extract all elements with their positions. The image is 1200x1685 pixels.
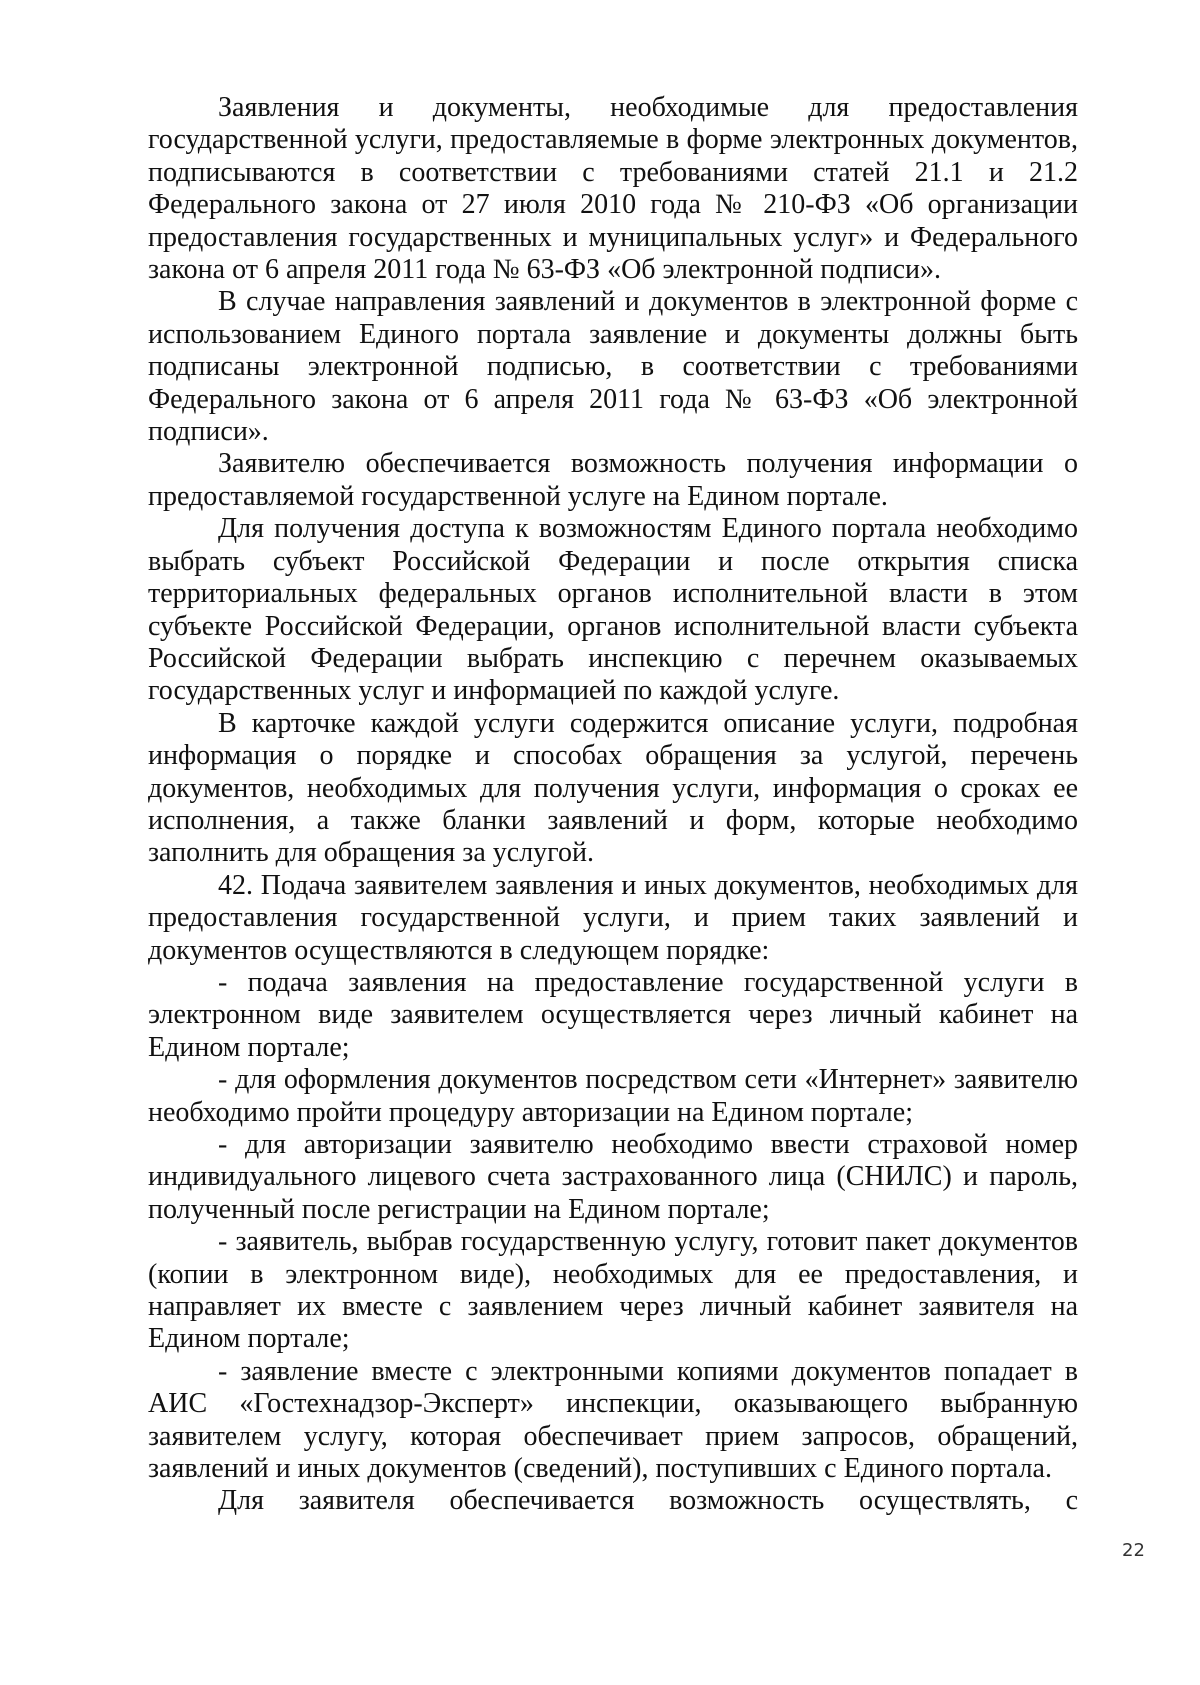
list-item-document-package: - заявитель, выбрав государственную услугу, готовит пакет документов (копии в электронном виде), необходимых для ее предоставления, и направляет их вместе с заявлением через личный кабинет заявителя на Едином портале; [148, 1226, 1078, 1355]
document-body [148, 92, 1078, 1518]
page-number: 22 [1122, 1540, 1145, 1561]
paragraph-portal-access: Для получения доступа к возможностям Единого портала необходимо выбрать субъект Российской Федерации и после открытия списка территориальных федеральных органов исполнительной власти в этом субъекте Российской Федерации, органов исполнительной власти субъекта Российской Федерации выбрать инспекцию с перечнем оказываемых государственных услуг и информацией по каждой услуге. [148, 513, 1078, 707]
paragraph-item-42: 42. Подача заявителем заявления и иных документов, необходимых для предоставления государственной услуги, и прием таких заявлений и документов осуществляются в следующем порядке: [148, 869, 1078, 966]
paragraph-service-card: В карточке каждой услуги содержится описание услуги, подробная информация о порядке и способах обращения за услугой, перечень документов, необходимых для получения услуги, информация о сроках ее исполнения, а также бланки заявлений и форм, которые необходимо заполнить для обращения за услугой. [148, 707, 1078, 869]
list-item-authorization-procedure: - для оформления документов посредством сети «Интернет» заявителю необходимо пройти процедуру авторизации на Едином портале; [148, 1064, 1078, 1128]
paragraph-information-access: Заявителю обеспечивается возможность получения информации о предоставляемой государственной услуге на Едином портале. [148, 448, 1078, 512]
list-item-ais-processing: - заявление вместе с электронными копиями документов попадает в АИС «Гостехнадзор-Эксперт» инспекции, оказывающего выбранную заявителем услугу, которая обеспечивает прием запросов, обращений, заявлений и иных документов (сведений), поступивших с Единого портала. [148, 1355, 1078, 1485]
paragraph-electronic-submission: В случае направления заявлений и документов в электронной форме с использованием Единого портала заявление и документы должны быть подписаны электронной подписью, в соответствии с требованиями Федерального закона от 6 апреля 2011 года № 63-ФЗ «Об электронной подписи». [148, 286, 1078, 448]
paragraph-signature-requirements: Заявления и документы, необходимые для предоставления государственной услуги, предоставляемые в форме электронных документов, подписываются в соответствии с требованиями статей 21.1 и 21.2 Федерального закона от 27 июля 2010 года № 210-ФЗ «Об организации предоставления государственных и муниципальных услуг» и Федерального закона от 6 апреля 2011 года № 63-ФЗ «Об электронной подписи». [148, 92, 1078, 286]
paragraph-continuation: Для заявителя обеспечивается возможность осуществлять, с [218, 1485, 1078, 1517]
list-item-snils-login: - для авторизации заявителю необходимо ввести страховой номер индивидуального лицевого счета застрахованного лица (СНИЛС) и пароль, полученный после регистрации на Едином портале; [148, 1129, 1078, 1225]
list-item-application-submission: - подача заявления на предоставление государственной услуги в электронном виде заявителем осуществляется через личный кабинет на Едином портале; [148, 966, 1078, 1063]
